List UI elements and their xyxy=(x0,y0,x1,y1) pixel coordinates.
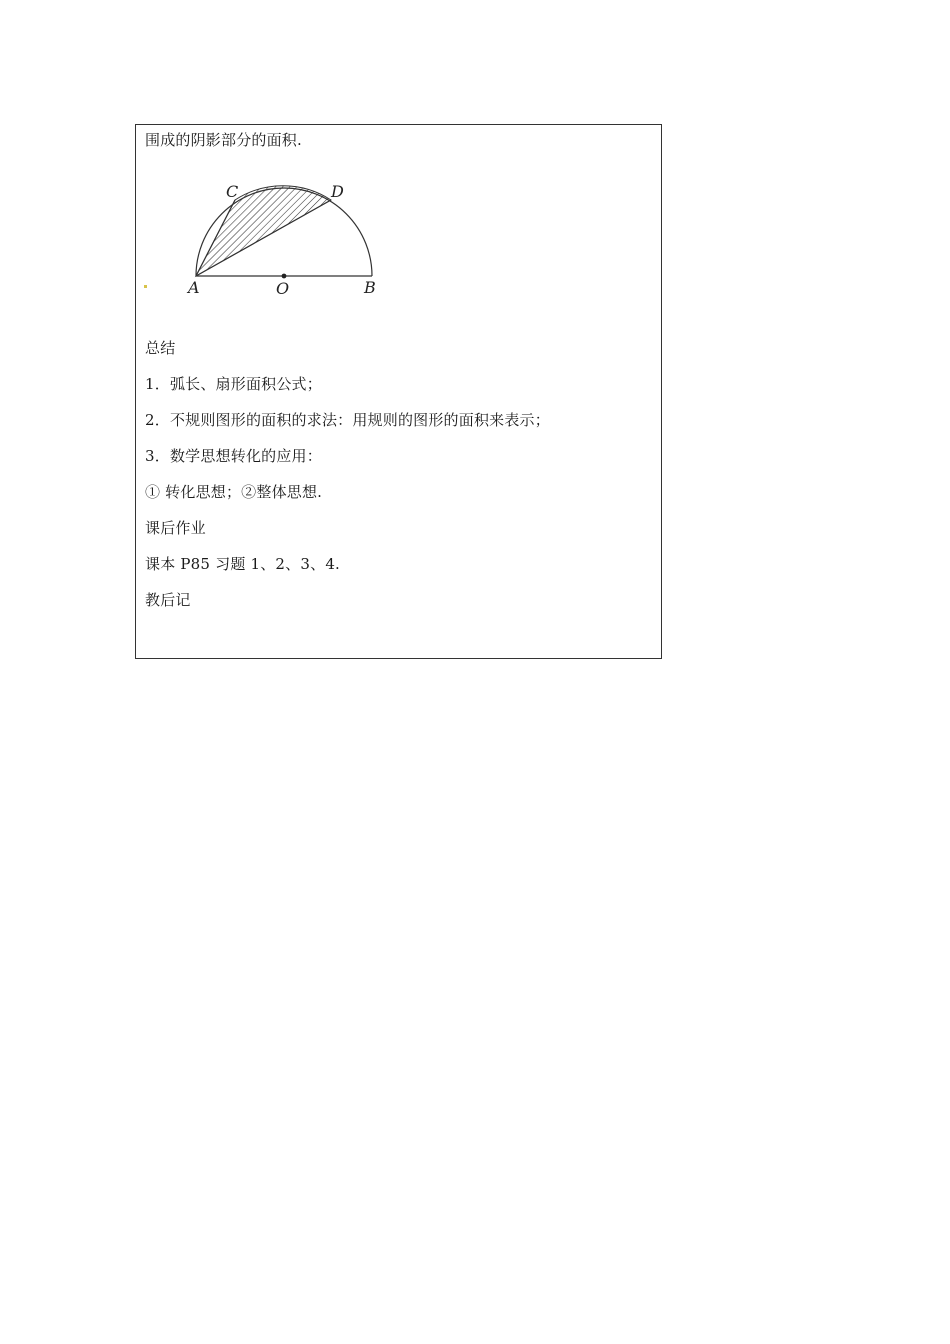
summary-item-2: 2．不规则图形的面积的求法：用规则的图形的面积来表示； xyxy=(145,411,550,429)
reflection-heading: 教后记 xyxy=(145,591,191,609)
summary-heading: 总结 xyxy=(145,339,176,357)
anchor-marker xyxy=(144,285,147,288)
center-point-o xyxy=(282,274,287,279)
homework-text: 课本 P85 习题 1、2、3、4. xyxy=(145,555,341,573)
summary-item-3: 3．数学思想转化的应用： xyxy=(145,447,322,465)
summary-item-4: ① 转化思想；②整体思想. xyxy=(145,483,323,501)
summary-item-1: 1．弧长、扇形面积公式； xyxy=(145,375,322,393)
semicircle-figure xyxy=(176,180,436,300)
label-a: A xyxy=(188,278,200,297)
homework-heading: 课后作业 xyxy=(145,519,206,537)
intro-text: 围成的阴影部分的面积. xyxy=(145,131,302,149)
label-d: D xyxy=(331,182,344,201)
shaded-region xyxy=(196,186,331,276)
content-table-cell xyxy=(135,124,662,659)
label-b: B xyxy=(364,278,376,297)
label-o: O xyxy=(276,279,290,298)
label-c: C xyxy=(226,182,239,201)
